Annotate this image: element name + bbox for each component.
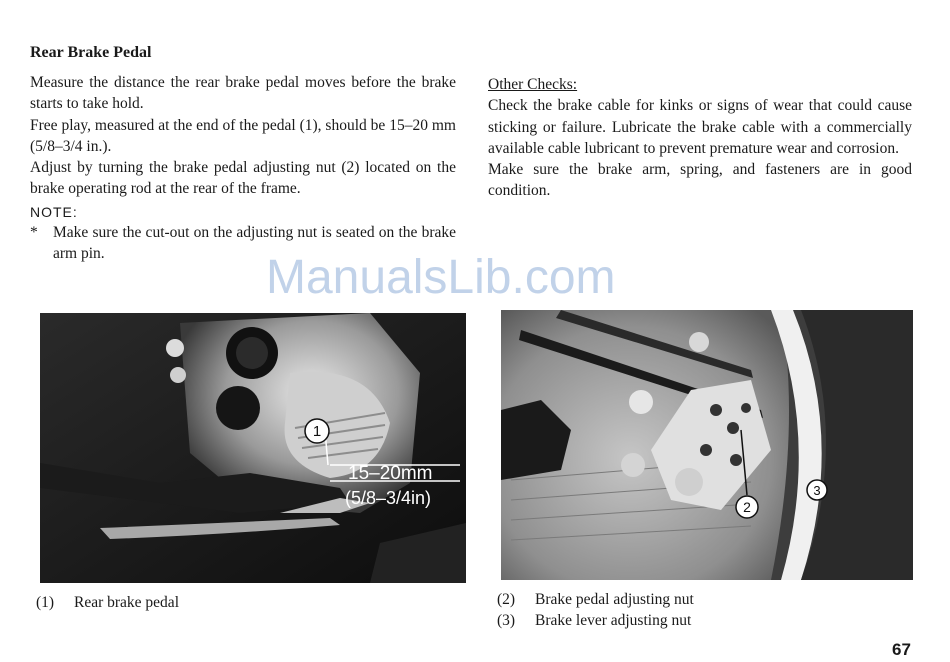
photo-rear-brake-pedal bbox=[40, 313, 466, 583]
photo-brake-adjusting-nut-drawing bbox=[501, 310, 913, 580]
callout-2: 2 bbox=[743, 499, 751, 515]
measure-in-label: (5/8–3/4in) bbox=[345, 488, 432, 508]
paragraph-measure: Measure the distance the rear brake pedal moves before the brake starts to take hold. bbox=[30, 74, 456, 113]
section-title: Rear Brake Pedal bbox=[30, 44, 152, 61]
note-label: NOTE: bbox=[30, 203, 78, 220]
caption-right bbox=[497, 589, 694, 631]
note-bullet: * bbox=[30, 223, 38, 241]
caption-right-num-2: (2) bbox=[497, 591, 516, 608]
paragraph-adjust: Adjust by turning the brake pedal adjusting nut (2) located on the brake operating rod at the rear of the frame. bbox=[30, 159, 456, 198]
caption-left bbox=[36, 592, 179, 613]
other-checks-heading: Other Checks: bbox=[488, 76, 578, 93]
caption-right-text-2: Brake pedal adjusting nut bbox=[535, 591, 694, 608]
right-column-text bbox=[488, 74, 912, 202]
paragraph-brake-arm: Make sure the brake arm, spring, and fasteners are in good condition. bbox=[488, 161, 912, 200]
paragraph-cable: Check the brake cable for kinks or signs of wear that could cause sticking or failure. Lubricate the brake cable with a commercially available cable lubricant to prevent premature wear and corrosion. bbox=[488, 97, 912, 157]
caption-right-text-3: Brake lever adjusting nut bbox=[535, 612, 692, 629]
caption-left-num-1: (1) bbox=[36, 594, 55, 611]
caption-left-text-1: Rear brake pedal bbox=[74, 594, 179, 611]
paragraph-free-play: Free play, measured at the end of the pedal (1), should be 15–20 mm (5/8–3/4 in.). bbox=[30, 116, 456, 155]
callout-1: 1 bbox=[312, 423, 322, 440]
note-text: Make sure the cut-out on the adjusting nut is seated on the brake arm pin. bbox=[53, 223, 456, 263]
photo-brake-adjusting-nut bbox=[501, 310, 913, 580]
left-column-text bbox=[30, 72, 456, 264]
callout-3: 3 bbox=[813, 483, 821, 498]
caption-right-num-3: (3) bbox=[497, 612, 516, 629]
photo-rear-brake-pedal-drawing bbox=[40, 313, 466, 583]
caption-right-line-3 bbox=[497, 610, 694, 631]
watermark: ManualsLib.com bbox=[266, 251, 616, 304]
page-number: 67 bbox=[892, 640, 911, 659]
measure-mm-label: 15–20mm bbox=[348, 463, 433, 484]
caption-right-line-2 bbox=[497, 589, 694, 610]
